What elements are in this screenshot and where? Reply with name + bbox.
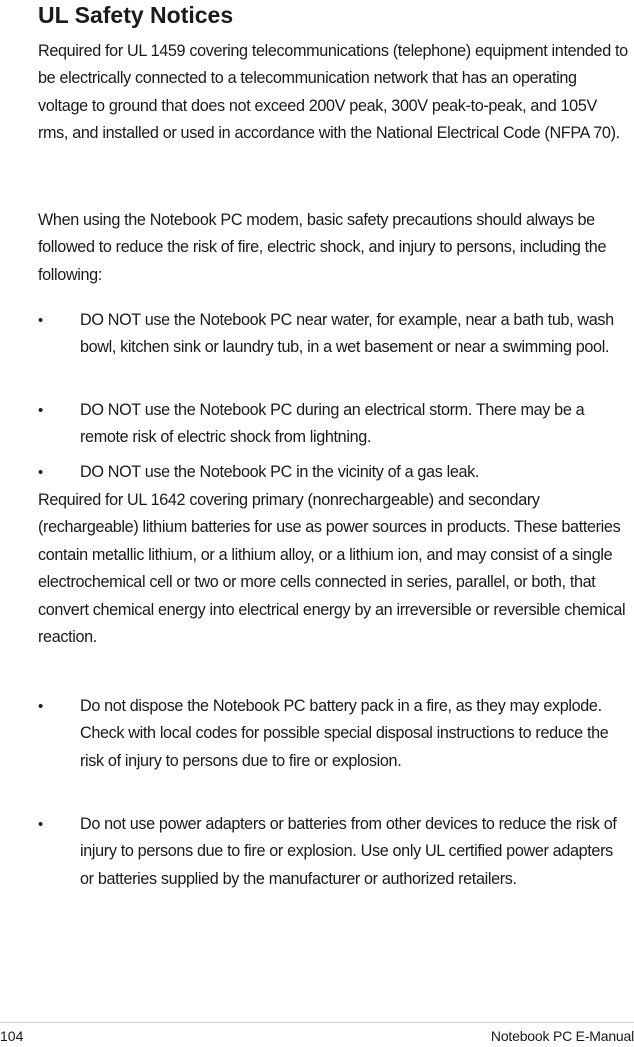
list-item bbox=[38, 459, 630, 486]
list-item-text: DO NOT use the Notebook PC near water, for example, near a bath tub, wash bowl, kitchen sink or laundry tub, in a wet basement or near a swimming pool. bbox=[80, 311, 614, 357]
list-item-text: Do not dispose the Notebook PC battery pack in a fire, as they may explode. Check with local codes for possible special disposal instructions to reduce the risk of injury to persons due to fire or explosion. bbox=[80, 697, 609, 770]
bullet-icon: • bbox=[38, 402, 44, 419]
modem-precautions-paragraph: When using the Notebook PC modem, basic safety precautions should always be followed to reduce the risk of fire, electric shock, and injury to persons, including the following: bbox=[38, 211, 607, 284]
list-item bbox=[38, 693, 630, 775]
list-item bbox=[38, 811, 630, 893]
page-title: UL Safety Notices bbox=[38, 2, 234, 28]
document-name: Notebook PC E-Manual bbox=[490, 1028, 634, 1044]
ul1642-paragraph: Required for UL 1642 covering primary (nonrechargeable) and secondary (rechargeable) lithium batteries for use as power sources in products. These batteries contain metallic lithium, or a lithium alloy, or a lithium ion, and may consist of a single electrochemical cell or two or more cells connected in series, parallel, or both, that convert chemical energy into electrical energy by an irreversible or reversible chemical reaction. bbox=[38, 491, 626, 647]
list-item-text: DO NOT use the Notebook PC in the vicinity of a gas leak. bbox=[80, 463, 480, 481]
bullet-icon: • bbox=[38, 698, 44, 715]
list-item bbox=[38, 307, 630, 362]
bullet-icon: • bbox=[38, 312, 44, 329]
ul1459-paragraph: Required for UL 1459 covering telecommunications (telephone) equipment intended to be electrically connected to a telecommunication network that has an operating voltage to ground that does not exceed 200V peak, 300V peak-to-peak, and 105V rms, and installed or used in accordance with the National Electrical Code (NFPA 70). bbox=[38, 42, 628, 143]
list-item bbox=[38, 397, 630, 452]
page-number: 104 bbox=[0, 1028, 24, 1044]
list-item-text: DO NOT use the Notebook PC during an electrical storm. There may be a remote risk of electric shock from lightning. bbox=[80, 401, 585, 447]
list-item-text: Do not use power adapters or batteries from other devices to reduce the risk of injury to persons due to fire or explosion. Use only UL certified power adapters or batteries supplied by the manufacturer or authorized retailers. bbox=[80, 815, 617, 888]
footer-divider bbox=[0, 1022, 634, 1023]
bullet-icon: • bbox=[38, 816, 44, 833]
bullet-icon: • bbox=[38, 464, 44, 481]
